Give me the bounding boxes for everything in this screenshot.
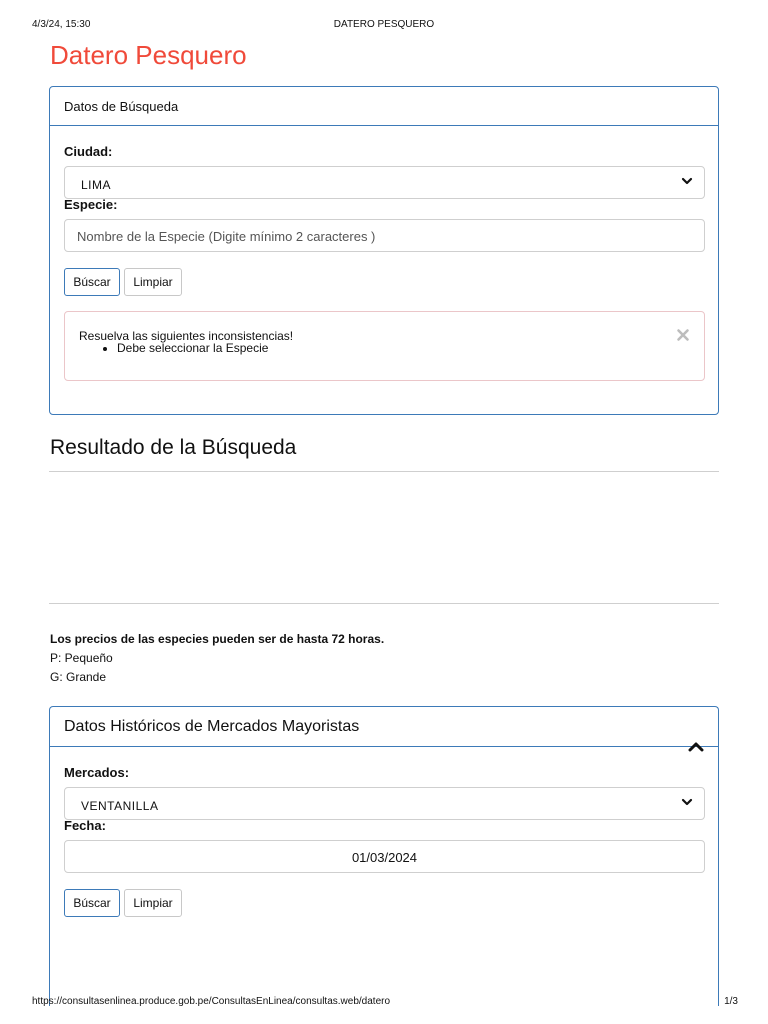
chevron-down-icon [680, 174, 694, 188]
history-clear-button[interactable]: Limpiar [124, 889, 182, 917]
print-datetime: 4/3/24, 15:30 [32, 19, 91, 30]
search-panel-heading: Datos de Búsqueda [50, 87, 718, 126]
print-doc-title: DATERO PESQUERO [333, 19, 435, 30]
print-url: https://consultasenlinea.produce.gob.pe/ConsultasEnLinea/consultas.web/datero [32, 996, 391, 1007]
print-footer [0, 996, 768, 1010]
species-input[interactable] [64, 219, 705, 252]
date-input-value: 01/03/2024 [351, 850, 418, 865]
clear-button[interactable]: Limpiar [124, 268, 182, 296]
city-select[interactable] [64, 166, 705, 199]
close-icon[interactable] [676, 328, 690, 342]
size-large-note: G: Grande [50, 670, 107, 684]
market-select[interactable] [64, 787, 705, 820]
search-panel [49, 86, 719, 415]
alert-item: • Debe seleccionar la Especie [117, 340, 268, 356]
city-label: Ciudad: [64, 144, 113, 159]
chevron-down-icon [680, 795, 694, 809]
history-panel [49, 706, 719, 1006]
history-search-button[interactable]: Búscar [64, 889, 120, 917]
alert-list [103, 340, 268, 356]
print-header [0, 19, 768, 33]
date-input[interactable] [64, 840, 705, 873]
error-alert [64, 311, 705, 381]
market-label: Mercados: [64, 765, 130, 780]
market-select-value: VENTANILLA [81, 799, 159, 813]
history-panel-heading[interactable] [50, 707, 718, 747]
species-label: Especie: [64, 197, 118, 212]
prices-note: Los precios de las especies pueden ser de hasta 72 horas. [50, 632, 385, 646]
city-select-value: LIMA [81, 178, 112, 192]
species-input-placeholder: Nombre de la Especie (Digite mínimo 2 caracteres ) [77, 229, 376, 244]
results-bottom-divider [49, 603, 719, 604]
alert-message: Resuelva las siguientes inconsistencias! [79, 329, 294, 343]
history-panel-title: Datos Históricos de Mercados Mayoristas [64, 717, 360, 735]
chevron-up-icon[interactable] [688, 740, 704, 752]
results-title: Resultado de la Búsqueda [50, 436, 297, 459]
results-top-divider [49, 471, 719, 472]
search-button[interactable]: Búscar [64, 268, 120, 296]
print-page-number: 1/3 [724, 996, 738, 1007]
app-title: Datero Pesquero [50, 40, 247, 70]
date-label: Fecha: [64, 818, 106, 833]
size-small-note: P: Pequeño [50, 651, 113, 665]
